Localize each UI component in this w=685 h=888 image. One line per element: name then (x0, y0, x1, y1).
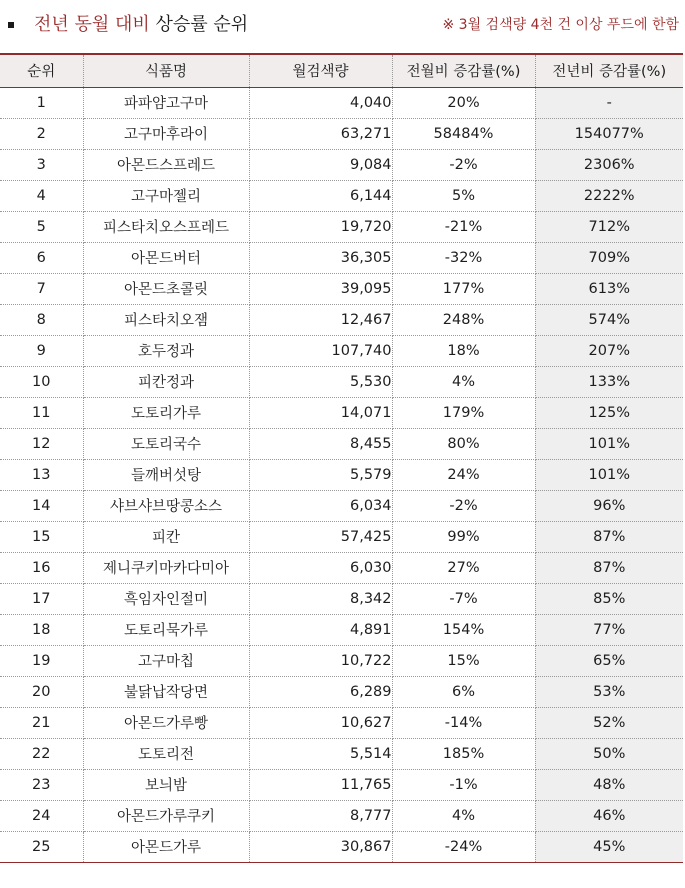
cell-monthly-volume: 5,530 (249, 366, 392, 397)
cell-mom-change: 177% (392, 273, 535, 304)
table-row (0, 211, 683, 242)
cell-mom-change: 15% (392, 645, 535, 676)
cell-monthly-volume: 57,425 (249, 521, 392, 552)
cell-monthly-volume: 8,342 (249, 583, 392, 614)
cell-rank: 21 (0, 707, 83, 738)
cell-mom-change: -32% (392, 242, 535, 273)
cell-food-name: 불닭납작당면 (83, 676, 249, 707)
table-row (0, 676, 683, 707)
cell-yoy-change: 613% (535, 273, 683, 304)
table-row (0, 180, 683, 211)
cell-rank: 12 (0, 428, 83, 459)
cell-rank: 11 (0, 397, 83, 428)
cell-mom-change: 6% (392, 676, 535, 707)
cell-rank: 3 (0, 149, 83, 180)
cell-food-name: 아몬드초콜릿 (83, 273, 249, 304)
cell-food-name: 흑임자인절미 (83, 583, 249, 614)
title-rest: 상승률 순위 (149, 14, 249, 35)
cell-mom-change: 185% (392, 738, 535, 769)
cell-monthly-volume: 14,071 (249, 397, 392, 428)
cell-yoy-change: 101% (535, 428, 683, 459)
cell-rank: 7 (0, 273, 83, 304)
cell-yoy-change: 2222% (535, 180, 683, 211)
cell-mom-change: 5% (392, 180, 535, 211)
cell-mom-change: -21% (392, 211, 535, 242)
cell-monthly-volume: 6,289 (249, 676, 392, 707)
cell-monthly-volume: 4,891 (249, 614, 392, 645)
table-row (0, 118, 683, 149)
cell-mom-change: -24% (392, 831, 535, 862)
table-row (0, 831, 683, 862)
table-row (0, 304, 683, 335)
cell-food-name: 아몬드가루 (83, 831, 249, 862)
cell-food-name: 아몬드가루쿠키 (83, 800, 249, 831)
table-row (0, 769, 683, 800)
cell-yoy-change: 133% (535, 366, 683, 397)
table-row (0, 490, 683, 521)
cell-mom-change: 179% (392, 397, 535, 428)
table-row (0, 614, 683, 645)
table-row (0, 552, 683, 583)
cell-rank: 23 (0, 769, 83, 800)
cell-yoy-change: 87% (535, 552, 683, 583)
cell-yoy-change: 65% (535, 645, 683, 676)
cell-rank: 18 (0, 614, 83, 645)
cell-monthly-volume: 36,305 (249, 242, 392, 273)
cell-rank: 1 (0, 87, 83, 118)
cell-food-name: 들깨버섯탕 (83, 459, 249, 490)
column-header-yoy-change: 전년비 증감률(%) (535, 54, 683, 87)
cell-mom-change: 18% (392, 335, 535, 366)
cell-monthly-volume: 8,777 (249, 800, 392, 831)
cell-rank: 4 (0, 180, 83, 211)
cell-monthly-volume: 8,455 (249, 428, 392, 459)
cell-yoy-change: 53% (535, 676, 683, 707)
cell-yoy-change: 48% (535, 769, 683, 800)
cell-yoy-change: 712% (535, 211, 683, 242)
cell-rank: 15 (0, 521, 83, 552)
cell-yoy-change: 709% (535, 242, 683, 273)
cell-food-name: 피칸 (83, 521, 249, 552)
cell-yoy-change: 52% (535, 707, 683, 738)
cell-food-name: 도토리국수 (83, 428, 249, 459)
cell-food-name: 고구마칩 (83, 645, 249, 676)
cell-food-name: 고구마젤리 (83, 180, 249, 211)
cell-rank: 9 (0, 335, 83, 366)
cell-mom-change: -7% (392, 583, 535, 614)
cell-food-name: 피스타치오잼 (83, 304, 249, 335)
cell-mom-change: 24% (392, 459, 535, 490)
cell-mom-change: -2% (392, 149, 535, 180)
cell-rank: 2 (0, 118, 83, 149)
column-header-food-name: 식품명 (83, 54, 249, 87)
cell-monthly-volume: 6,030 (249, 552, 392, 583)
cell-yoy-change: 101% (535, 459, 683, 490)
cell-mom-change: -2% (392, 490, 535, 521)
cell-rank: 14 (0, 490, 83, 521)
cell-rank: 10 (0, 366, 83, 397)
cell-yoy-change: 46% (535, 800, 683, 831)
table-row (0, 366, 683, 397)
cell-mom-change: 58484% (392, 118, 535, 149)
cell-mom-change: 99% (392, 521, 535, 552)
cell-food-name: 피칸정과 (83, 366, 249, 397)
cell-rank: 13 (0, 459, 83, 490)
cell-yoy-change: 574% (535, 304, 683, 335)
cell-rank: 16 (0, 552, 83, 583)
table-row (0, 645, 683, 676)
cell-rank: 24 (0, 800, 83, 831)
cell-food-name: 아몬드스프레드 (83, 149, 249, 180)
cell-rank: 5 (0, 211, 83, 242)
cell-monthly-volume: 6,034 (249, 490, 392, 521)
table-row (0, 397, 683, 428)
table-row (0, 521, 683, 552)
column-header-mom-change: 전월비 증감률(%) (392, 54, 535, 87)
cell-yoy-change: 45% (535, 831, 683, 862)
cell-monthly-volume: 30,867 (249, 831, 392, 862)
table-body (0, 87, 683, 862)
ranking-table (0, 53, 683, 863)
cell-monthly-volume: 39,095 (249, 273, 392, 304)
cell-monthly-volume: 6,144 (249, 180, 392, 211)
cell-rank: 22 (0, 738, 83, 769)
cell-mom-change: 20% (392, 87, 535, 118)
cell-monthly-volume: 107,740 (249, 335, 392, 366)
table-row (0, 800, 683, 831)
table-row (0, 273, 683, 304)
cell-monthly-volume: 12,467 (249, 304, 392, 335)
report-header (0, 0, 685, 52)
cell-yoy-change: 85% (535, 583, 683, 614)
cell-yoy-change: 2306% (535, 149, 683, 180)
cell-yoy-change: 77% (535, 614, 683, 645)
cell-yoy-change: 154077% (535, 118, 683, 149)
cell-rank: 19 (0, 645, 83, 676)
cell-monthly-volume: 10,627 (249, 707, 392, 738)
cell-rank: 8 (0, 304, 83, 335)
cell-mom-change: 4% (392, 800, 535, 831)
cell-food-name: 도토리전 (83, 738, 249, 769)
cell-monthly-volume: 9,084 (249, 149, 392, 180)
cell-food-name: 고구마후라이 (83, 118, 249, 149)
table-row (0, 87, 683, 118)
table-header (0, 54, 683, 87)
cell-rank: 25 (0, 831, 83, 862)
cell-yoy-change: - (535, 87, 683, 118)
header-row (0, 54, 683, 87)
cell-monthly-volume: 10,722 (249, 645, 392, 676)
table-row (0, 149, 683, 180)
cell-food-name: 보늬밤 (83, 769, 249, 800)
cell-food-name: 호두정과 (83, 335, 249, 366)
report-title (34, 13, 248, 37)
cell-food-name: 제니쿠키마카다미아 (83, 552, 249, 583)
table-row (0, 242, 683, 273)
cell-food-name: 샤브샤브땅콩소스 (83, 490, 249, 521)
table-row (0, 738, 683, 769)
cell-monthly-volume: 5,579 (249, 459, 392, 490)
cell-yoy-change: 50% (535, 738, 683, 769)
cell-food-name: 아몬드가루빵 (83, 707, 249, 738)
cell-yoy-change: 87% (535, 521, 683, 552)
cell-monthly-volume: 11,765 (249, 769, 392, 800)
cell-food-name: 파파얌고구마 (83, 87, 249, 118)
cell-mom-change: -1% (392, 769, 535, 800)
table-row (0, 707, 683, 738)
table-row (0, 335, 683, 366)
title-highlight: 전년 동월 대비 (34, 14, 150, 35)
cell-rank: 6 (0, 242, 83, 273)
cell-mom-change: -14% (392, 707, 535, 738)
cell-yoy-change: 207% (535, 335, 683, 366)
cell-rank: 17 (0, 583, 83, 614)
cell-food-name: 피스타치오스프레드 (83, 211, 249, 242)
cell-food-name: 도토리가루 (83, 397, 249, 428)
cell-monthly-volume: 63,271 (249, 118, 392, 149)
cell-monthly-volume: 19,720 (249, 211, 392, 242)
column-header-rank: 순위 (0, 54, 83, 87)
cell-mom-change: 80% (392, 428, 535, 459)
cell-rank: 20 (0, 676, 83, 707)
cell-mom-change: 27% (392, 552, 535, 583)
column-header-monthly-volume: 월검색량 (249, 54, 392, 87)
square-bullet-icon (8, 22, 14, 28)
cell-food-name: 아몬드버터 (83, 242, 249, 273)
cell-mom-change: 154% (392, 614, 535, 645)
table-row (0, 459, 683, 490)
cell-yoy-change: 96% (535, 490, 683, 521)
table-row (0, 583, 683, 614)
cell-yoy-change: 125% (535, 397, 683, 428)
cell-mom-change: 4% (392, 366, 535, 397)
cell-food-name: 도토리묵가루 (83, 614, 249, 645)
cell-monthly-volume: 5,514 (249, 738, 392, 769)
table-row (0, 428, 683, 459)
filter-note: ※ 3월 검색량 4천 건 이상 푸드에 한함 (442, 17, 679, 33)
cell-monthly-volume: 4,040 (249, 87, 392, 118)
cell-mom-change: 248% (392, 304, 535, 335)
